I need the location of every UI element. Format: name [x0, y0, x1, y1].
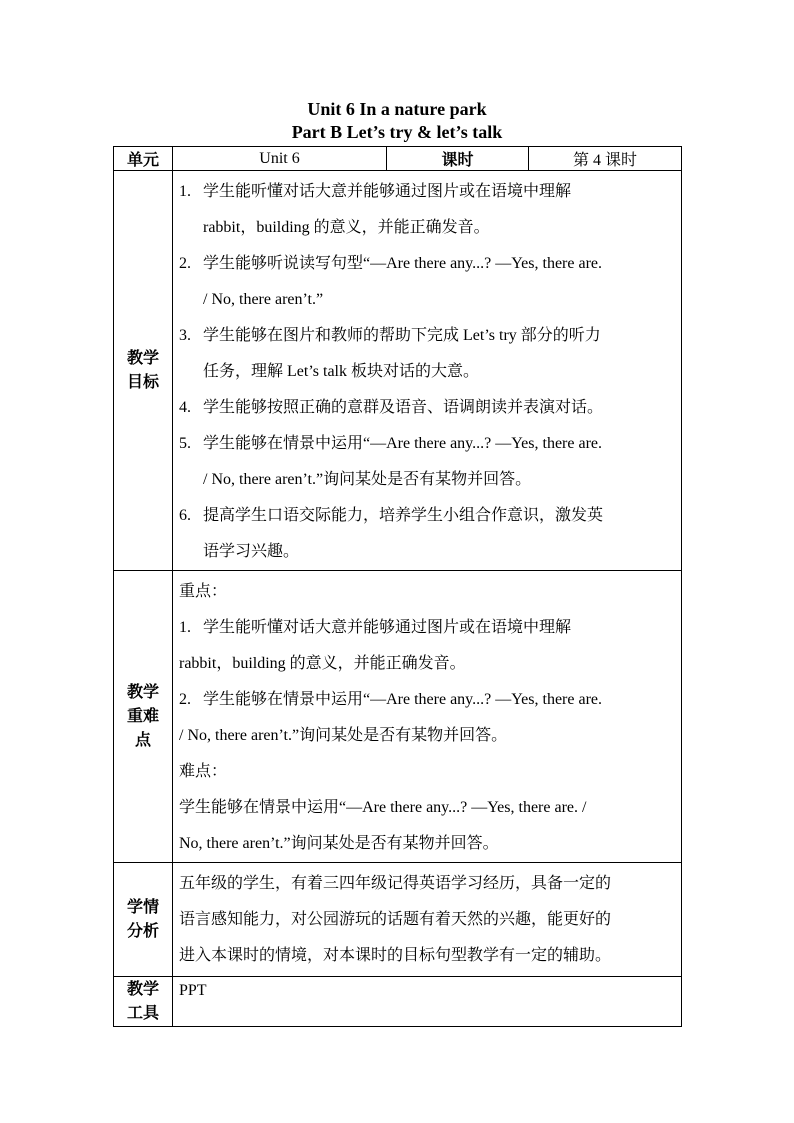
goal-number: 3. [179, 327, 191, 344]
analysis-label: 学情 分析 [114, 863, 173, 977]
key-points-label: 教学 重难 点 [114, 571, 173, 863]
unit-label: 单元 [114, 147, 173, 171]
difficulty-title: 难点： [179, 763, 228, 780]
goal-number: 1. [179, 183, 191, 200]
goal-number: 2. [179, 255, 191, 272]
goal-text: 学生能听懂对话大意并能够通过图片或在语境中理解 rabbit，building 的意义，并能正确发音。 [203, 183, 572, 236]
lesson-plan-table [113, 146, 682, 1027]
analysis-content [173, 863, 682, 977]
tools-value: PPT [179, 982, 207, 999]
goal-item [179, 426, 675, 498]
goal-text: 学生能够听说读写句型“—Are there any...? —Yes, there are. / No, there aren’t.” [203, 255, 603, 308]
key-points-content [173, 571, 682, 863]
period-value: 第 4 课时 [529, 147, 682, 171]
analysis-line: 进入本课时的情境，对本课时的目标句型教学有一定的辅助。 [179, 947, 612, 964]
analysis-line: 五年级的学生，有着三四年级记得英语学习经历，具备一定的 [179, 875, 612, 892]
goal-number: 6. [179, 507, 191, 524]
goal-item [179, 174, 675, 246]
key-points-row [114, 571, 682, 863]
goal-item [179, 498, 675, 570]
period-label: 课时 [387, 147, 529, 171]
tools-content [173, 977, 682, 1027]
goal-text: 学生能够在情景中运用“—Are there any...? —Yes, there are. / No, there aren’t.”询问某处是否有某物并回答。 [203, 435, 603, 488]
goal-number: 5. [179, 435, 191, 452]
list-item-continuation: rabbit，building 的意义，并能正确发音。 [179, 655, 466, 672]
analysis-row [114, 863, 682, 977]
tools-label: 教学 工具 [114, 977, 173, 1027]
document-subtitle: Part B Let’s try & let’s talk [291, 122, 503, 142]
list-item: 1. 学生能听懂对话大意并能够通过图片或在语境中理解 [179, 619, 572, 636]
difficulty-line: 学生能够在情景中运用“—Are there any...? —Yes, there are. / [179, 799, 587, 816]
difficulty-line: No, there aren’t.”询问某处是否有某物并回答。 [179, 835, 499, 852]
goals-row [114, 171, 682, 571]
header-row [114, 147, 682, 171]
tools-row [114, 977, 682, 1027]
goal-item [179, 246, 675, 318]
goals-content [173, 171, 682, 571]
goal-text: 提高学生口语交际能力，培养学生小组合作意识，激发英 语学习兴趣。 [203, 507, 604, 560]
goal-text: 学生能够在图片和教师的帮助下完成 Let’s try 部分的听力 任务，理解 Let’s talk 板块对话的大意。 [203, 327, 601, 380]
document-title: Unit 6 In a nature park [307, 99, 487, 119]
unit-value: Unit 6 [173, 147, 387, 171]
analysis-line: 语言感知能力，对公园游玩的话题有着天然的兴趣，能更好的 [179, 911, 612, 928]
goal-number: 4. [179, 399, 191, 416]
goal-item [179, 390, 675, 426]
list-item-continuation: / No, there aren’t.”询问某处是否有某物并回答。 [179, 727, 508, 744]
goal-text: 学生能够按照正确的意群及语音、语调朗读并表演对话。 [203, 399, 604, 416]
goals-label: 教学 目标 [114, 171, 173, 571]
goal-item [179, 318, 675, 390]
list-item: 2. 学生能够在情景中运用“—Are there any...? —Yes, there are. [179, 691, 603, 708]
goals-list [179, 174, 675, 570]
key-title: 重点： [179, 583, 228, 600]
